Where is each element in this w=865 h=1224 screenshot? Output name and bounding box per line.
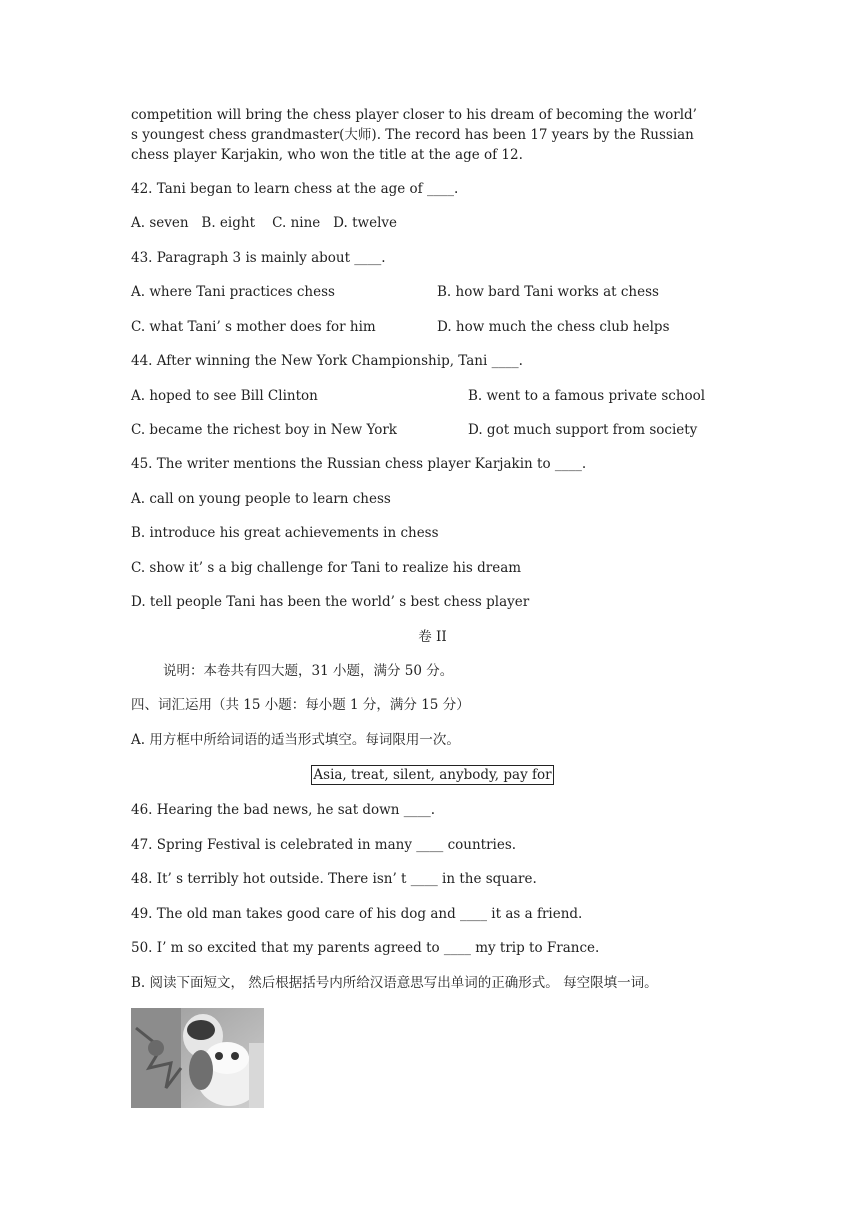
word-box: Asia, treat, silent, anybody, pay for — [313, 767, 552, 783]
question-43-option-d: D. how much the chess club helps — [437, 319, 670, 335]
photo-illustration — [131, 1008, 264, 1108]
question-44-option-a: A. hoped to see Bill Clinton — [131, 388, 318, 404]
fill-item-47: 47. Spring Festival is celebrated in many ____ countries. — [131, 837, 517, 853]
part-a-instruction: A. 用方框中所给词语的适当形式填空。每词限用一次。 — [131, 732, 460, 748]
fill-item-49: 49. The old man takes good care of his dog and ____ it as a friend. — [131, 906, 583, 922]
question-45-option-c: C. show it’ s a big challenge for Tani to realize his dream — [131, 560, 522, 576]
question-43-option-b: B. how bard Tani works at chess — [437, 284, 659, 300]
question-44-option-d: D. got much support from society — [468, 422, 698, 438]
question-43-option-c: C. what Tani’ s mother does for him — [131, 319, 376, 335]
passage-line: chess player Karjakin, who won the title at the age of 12. — [131, 147, 523, 163]
question-42-options: A. seven B. eight C. nine D. twelve — [131, 215, 397, 231]
question-44-option-b: B. went to a famous private school — [468, 388, 706, 404]
part-b-instruction: B. 阅读下面短文， 然后根据括号内所给汉语意思写出单词的正确形式。 每空限填一词。 — [131, 975, 658, 991]
passage-line: s youngest chess grandmaster(大师). The record has been 17 years by the Russian — [131, 127, 694, 143]
passage-photo — [131, 1008, 264, 1108]
question-44-stem: 44. After winning the New York Championship, Tani ____. — [131, 353, 523, 369]
section-title: 卷 II — [418, 629, 447, 645]
word-box-row — [0, 765, 865, 785]
question-43-option-a: A. where Tani practices chess — [131, 284, 335, 300]
question-45-stem: 45. The writer mentions the Russian chess player Karjakin to ____. — [131, 456, 587, 472]
question-43-stem: 43. Paragraph 3 is mainly about ____. — [131, 250, 386, 266]
question-44-option-c: C. became the richest boy in New York — [131, 422, 397, 438]
section-note: 说明：本卷共有四大题，31 小题，满分 50 分。 — [163, 663, 454, 679]
question-45-option-d: D. tell people Tani has been the world’ s best chess player — [131, 594, 530, 610]
question-45-option-b: B. introduce his great achievements in chess — [131, 525, 439, 541]
fill-item-50: 50. I’ m so excited that my parents agreed to ____ my trip to France. — [131, 940, 600, 956]
question-42-stem: 42. Tani began to learn chess at the age of ____. — [131, 181, 459, 197]
question-45-option-a: A. call on young people to learn chess — [131, 491, 391, 507]
fill-item-48: 48. It’ s terribly hot outside. There isn’ t ____ in the square. — [131, 871, 537, 887]
part4-heading: 四、词汇运用（共 15 小题：每小题 1 分，满分 15 分） — [131, 697, 470, 713]
passage-line: competition will bring the chess player closer to his dream of becoming the world’ — [131, 107, 697, 123]
fill-item-46: 46. Hearing the bad news, he sat down ____. — [131, 802, 436, 818]
